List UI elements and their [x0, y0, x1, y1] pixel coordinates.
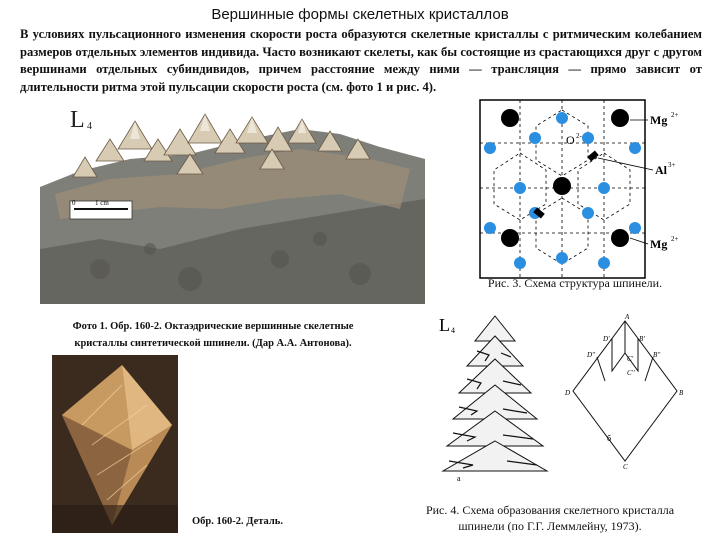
fig4-letter-b: б — [607, 434, 612, 443]
point-b: B — [679, 389, 684, 397]
oxygen-label: O — [566, 133, 575, 147]
photo1-caption — [33, 318, 393, 352]
fig4-letter-a: а — [457, 474, 461, 483]
scale-zero-label: 0 — [72, 199, 76, 207]
point-c-double-prime: C'' — [627, 369, 635, 377]
photo1-orientation-mark: L — [70, 107, 85, 133]
oxygen-charge: 2- — [576, 132, 582, 140]
mg-top-label: Mg — [650, 113, 668, 127]
photo1-caption-line2: кристаллы синтетической шпинели. (Дар А.А. Антонова). — [74, 338, 352, 349]
point-c-prime: C' — [627, 355, 634, 363]
photo2-caption: Обр. 160-2. Деталь. — [192, 516, 283, 527]
point-d-double-prime: D'' — [587, 351, 596, 359]
point-d: D — [565, 389, 571, 397]
scale-bar — [70, 199, 132, 219]
point-b-double-prime: B'' — [653, 351, 661, 359]
point-c: C — [623, 463, 628, 471]
al-charge: 3+ — [668, 161, 676, 169]
crystal-detail-photo — [52, 355, 178, 533]
fig3-caption: Рис. 3. Схема структура шпинели. — [487, 276, 663, 290]
spinel-structure-diagram — [470, 98, 710, 288]
formation-scheme — [573, 321, 677, 461]
point-b-prime: B' — [639, 335, 645, 343]
scale-unit-label: 1 cm — [95, 199, 109, 207]
point-a: A — [625, 313, 630, 321]
skeletal-crystal-diagram — [437, 311, 695, 483]
photo1-caption-line1: Фото 1. Обр. 160-2. Октаэдрические вершинные скелетные — [72, 321, 354, 332]
al-label: Al — [655, 163, 667, 177]
fig4-orientation-mark: L — [439, 315, 450, 335]
crystal-druse-photo — [40, 99, 425, 304]
fig4-orientation-index: 4 — [451, 326, 455, 335]
photo1-orientation-index: 4 — [87, 121, 92, 132]
intro-paragraph: В условиях пульсационного изменения скорости роста образуются скелетные кристаллы с ритмическим колебанием размеров отдельных элементов индивида. Часто возникают скелеты, как бы состоящие из срастающихся друг с другом вершинами отдельных субиндивидов, причем расстояние между ними — трансляция — прямо зависит от длительности ритма этой пульсации скорости роста (см. фото 1 и рис. 4). — [20, 27, 702, 94]
mg-top-charge: 2+ — [671, 111, 679, 119]
skeletal-crystal-drawing — [443, 316, 547, 471]
mg-bottom-label: Mg — [650, 237, 668, 251]
fig4-caption — [384, 502, 716, 534]
fig4-caption-line1: Рис. 4. Схема образования скелетного кристалла — [425, 503, 675, 517]
mg-bottom-charge: 2+ — [671, 235, 679, 243]
point-d-prime: D' — [603, 335, 610, 343]
fig4-caption-line2: шпинели (по Г.Г. Леммлейну, 1973). — [458, 519, 642, 533]
page-title: Вершинные формы скелетных кристаллов — [211, 6, 509, 23]
